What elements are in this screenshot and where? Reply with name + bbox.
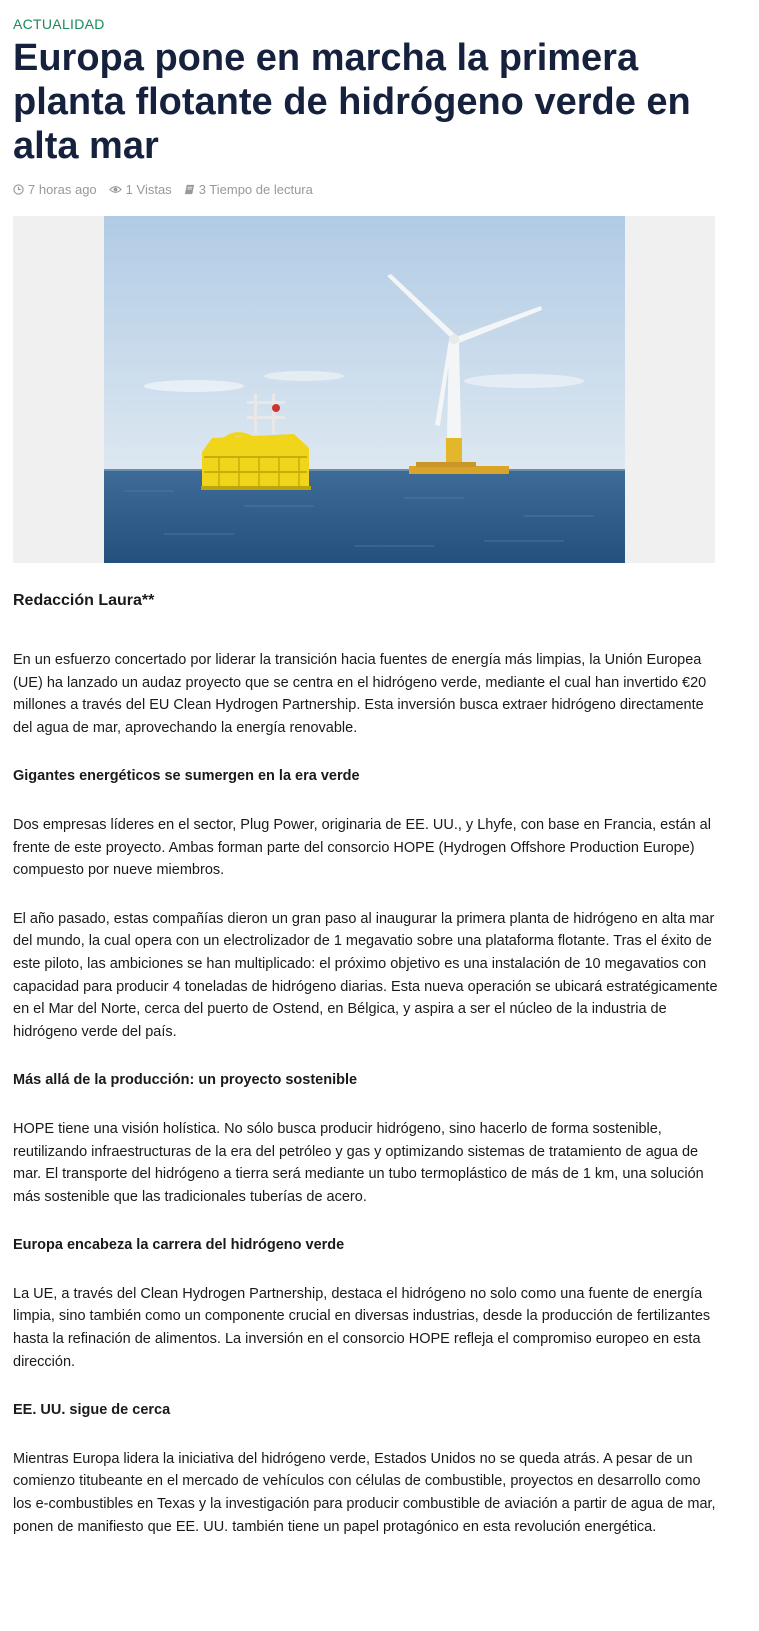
meta-reading-text: 3 Tiempo de lectura: [198, 182, 313, 197]
featured-image-frame: [13, 216, 715, 563]
paragraph-2: Dos empresas líderes en el sector, Plug Power, originaria de EE. UU., y Lhyfe, con base en Francia, están al frente de este proyecto. Ambas forman parte del consorcio HOPE (Hydrogen Offshore Production Europe) compuesto por nueve miembros.: [13, 816, 711, 879]
book-icon: [184, 184, 195, 195]
paragraph-4: HOPE tiene una visión holística. No sólo busca producir hidrógeno, sino hacerlo de forma sostenible, reutilizando infraestructuras de la era del petróleo y gas y optimizando sistemas de tratamiento de agua de mar. El transporte del hidrógeno a tierra será mediante un tubo termoplástico de más de 1 km, una solución más sostenible que las tradicionales tuberías de acero.: [13, 1120, 704, 1205]
meta-reading: [184, 182, 313, 197]
meta-views-text: 1 Vistas: [125, 182, 172, 197]
subheading-4: EE. UU. sigue de cerca: [13, 1402, 171, 1419]
article-title: Europa pone en marcha la primera planta flotante de hidrógeno verde en alta mar: [13, 37, 691, 167]
subheading-2: Más allá de la producción: un proyecto sostenible: [13, 1072, 358, 1089]
meta-views: [109, 182, 172, 197]
paragraph-1: En un esfuerzo concertado por liderar la transición hacia fuentes de energía más limpias, la Unión Europea (UE) ha lanzado un audaz proyecto que se centra en el hidrógeno verde, mediante el cual han invertido €20 millones a través del EU Clean Hydrogen Partnership. Esta inversión busca extraer hidrógeno directamente del agua de mar, aprovechando la energía renovable.: [13, 652, 707, 736]
article-body: [13, 590, 718, 1564]
clock-icon: [13, 184, 24, 195]
paragraph-6: Mientras Europa lidera la iniciativa del hidrógeno verde, Estados Unidos no se queda atrás. A pesar de un comienzo titubeante en el mercado de vehículos con células de combustible, proyectos en desarrollo como los e-combustibles en Texas y la investigación para producir combustible de aviación a partir de agua de mar, ponen de manifiesto que EE. UU. también tiene un papel protagónico en esta revolución energética.: [13, 1450, 716, 1535]
featured-image[interactable]: [104, 216, 625, 563]
paragraph-5: La UE, a través del Clean Hydrogen Partnership, destaca el hidrógeno no solo como una fuente de energía limpia, sino también como un componente crucial en diversas industrias, desde la producción de fertilizantes hasta la refinación de alimentos. La inversión en el consorcio HOPE refleja el compromiso europeo en esta dirección.: [13, 1285, 711, 1370]
subheading-3: Europa encabeza la carrera del hidrógeno verde: [13, 1237, 345, 1254]
byline: Redacción Laura**: [13, 592, 155, 609]
meta-time-text: 7 horas ago: [28, 182, 97, 197]
paragraph-3: El año pasado, estas compañías dieron un gran paso al inaugurar la primera planta de hidrógeno en alta mar del mundo, la cual opera con un electrolizador de 1 megavatio sobre una plataforma flotante. Tras el éxito de este piloto, las ambiciones se han multiplicado: el próximo objetivo es una instalación de 10 megavatios con capacidad para producir 4 toneladas de hidrógeno diarias. Esta nueva operación se ubicará estratégicamente en el Mar del Norte, cerca del puerto de Ostend, en Bélgica, y aspira a ser el núcleo de la industria de hidrógeno verde del país.: [13, 910, 718, 1040]
eye-icon: [109, 184, 122, 195]
subheading-1: Gigantes energéticos se sumergen en la era verde: [13, 768, 360, 785]
meta-time: [13, 182, 97, 197]
article-meta: [13, 182, 313, 197]
category-link[interactable]: ACTUALIDAD: [13, 16, 105, 32]
